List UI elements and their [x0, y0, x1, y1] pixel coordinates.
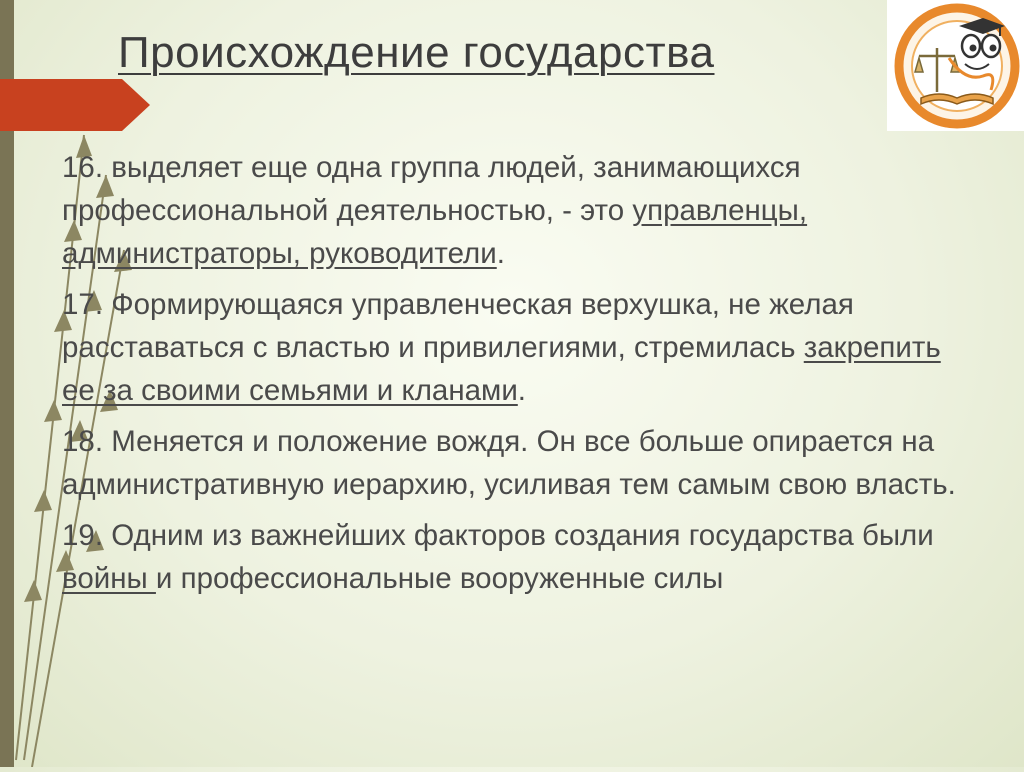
paragraph-text: и профессиональные вооруженные силы [155, 562, 724, 595]
paragraph-text: 19. Одним из важнейших факторов создания государства были [62, 519, 934, 552]
title-accent-arrow [0, 79, 150, 131]
paragraph-text: 18. Меняется и положение вождя. Он все больше опирается на административную иерархию, усиливая тем самым свою власть. [62, 425, 956, 501]
paragraph-text: 17. Формирующаяся управленческая верхушка, не желая расставаться с властью и привилегиями, стремилась [62, 288, 854, 364]
slide-body [62, 146, 962, 608]
underlined-text: закрепить ее за своими семьями и кланами [62, 331, 941, 407]
underlined-text: войны [62, 562, 156, 595]
paragraph-text: . [496, 237, 505, 270]
paragraph [62, 514, 962, 600]
paragraph [62, 283, 962, 412]
paragraph-text: 16. выделяет еще одна группа людей, занимающихся профессиональной деятельностью, - это [62, 151, 801, 227]
university-logo-icon [887, 0, 1024, 131]
paragraph [62, 146, 962, 275]
paragraph [62, 420, 962, 506]
underlined-text: управленцы, администраторы, руководители [62, 194, 808, 270]
slide-title: Происхождение государства [118, 28, 715, 77]
paragraph-text: . [517, 374, 526, 407]
